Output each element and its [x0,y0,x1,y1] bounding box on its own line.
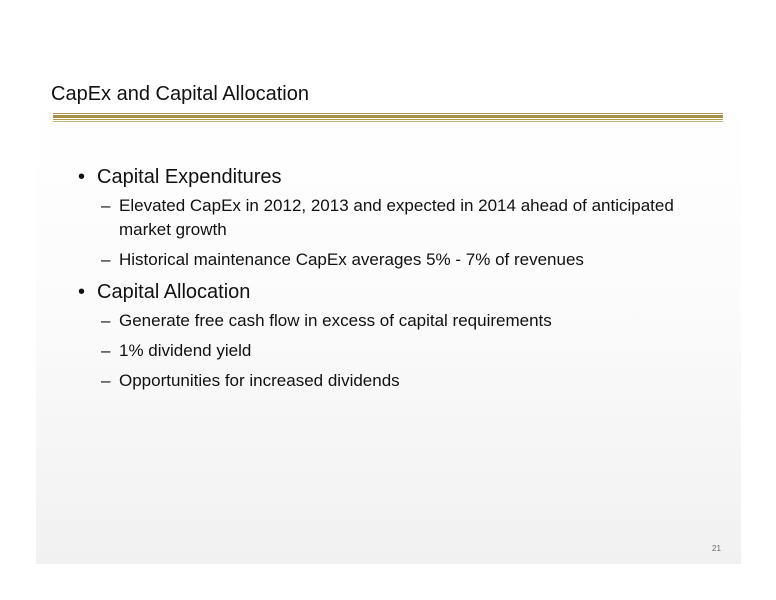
sub-bullet-text: Opportunities for increased dividends [119,371,400,390]
dash-icon: – [101,196,111,215]
bullet-icon: • [78,166,86,188]
bullet-icon: • [78,281,86,303]
slide-title: CapEx and Capital Allocation [51,83,309,105]
sub-bullet [78,369,679,393]
sub-bullet [78,248,679,272]
dash-icon: – [101,311,111,330]
bullet-capital-expenditures [78,163,698,191]
sub-bullet [78,194,679,242]
sub-bullet [78,339,679,363]
sub-bullet [78,309,679,333]
sub-bullet-text: 1% dividend yield [119,341,252,360]
divider-line [53,113,723,114]
sub-bullet-text: Generate free cash flow in excess of capital requirements [119,311,552,330]
slide-content [78,163,698,399]
dash-icon: – [101,341,111,360]
sub-bullet-list [78,194,698,272]
dash-icon: – [101,250,111,269]
divider-line [53,119,723,120]
sub-bullet-text: Elevated CapEx in 2012, 2013 and expected in 2014 ahead of anticipated market growth [119,196,674,239]
bullet-heading: Capital Allocation [97,281,251,303]
divider-line [53,121,723,122]
sub-bullet-list [78,309,698,393]
bullet-heading: Capital Expenditures [97,166,282,188]
dash-icon: – [101,371,111,390]
divider-line [53,115,723,118]
sub-bullet-text: Historical maintenance CapEx averages 5% - 7% of revenues [119,250,584,269]
page-number: 21 [712,544,721,553]
title-underline-divider [53,113,723,122]
bullet-capital-allocation [78,278,698,306]
